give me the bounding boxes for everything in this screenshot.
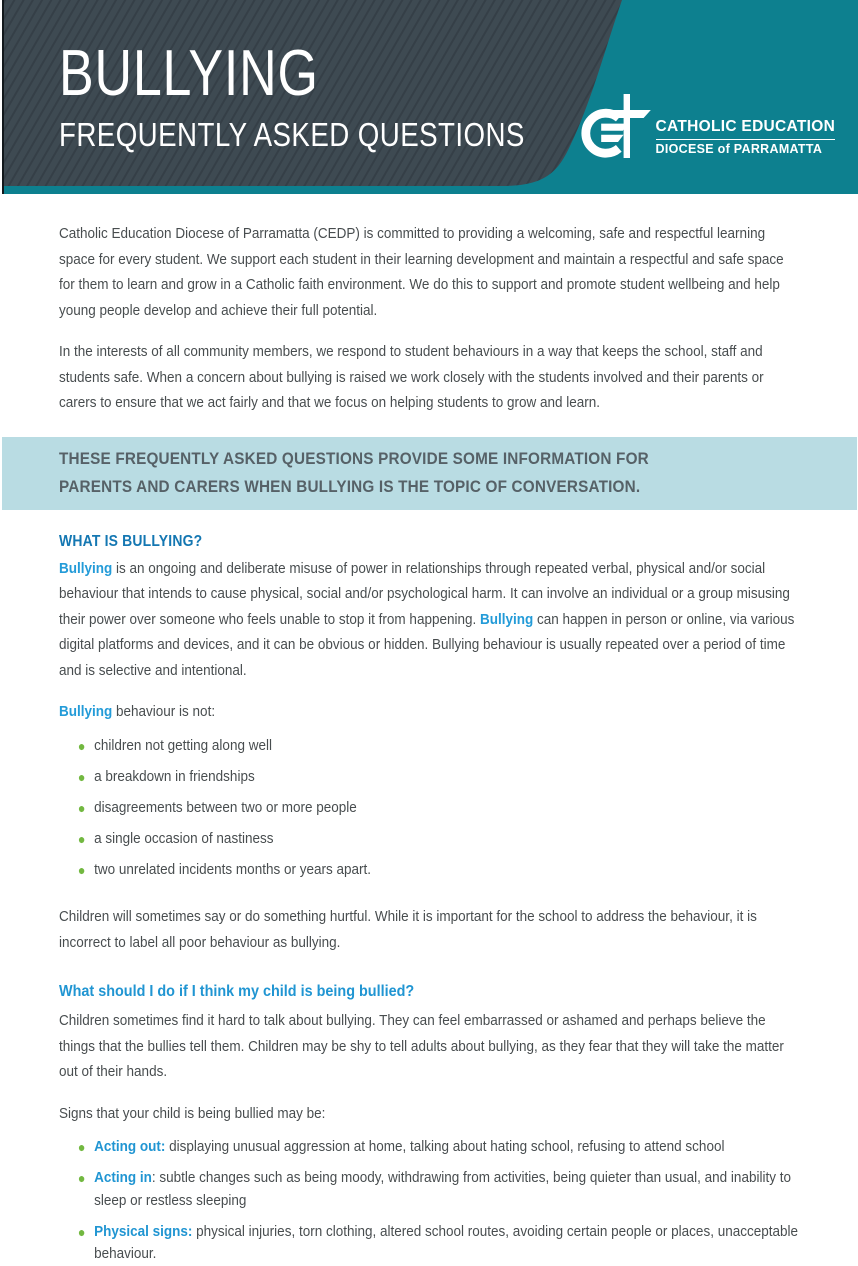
not-bullying-list	[59, 735, 799, 882]
list-item: ● a single occasion of nastiness	[59, 828, 799, 851]
logo-org-name: CATHOLIC EDUCATION	[656, 118, 836, 140]
header-title-block	[59, 40, 614, 151]
not-bullying-lead: Bullying behaviour is not:	[59, 699, 799, 725]
bullying-term: Bullying	[59, 703, 112, 720]
list-item: ● Acting out: displaying unusual aggression at home, talking about hating school, refusing to attend school	[59, 1136, 799, 1159]
faq-banner-text: THESE FREQUENTLY ASKED QUESTIONS PROVIDE SOME INFORMATION FOR PARENTS AND CARERS WHEN BULLYING IS THE TOPIC OF CONVERSATION.	[59, 445, 707, 501]
bullet-icon: ●	[77, 766, 93, 789]
page-header	[2, 0, 857, 194]
bullet-icon: ●	[77, 828, 93, 851]
document-subtitle: FREQUENTLY ASKED QUESTIONS	[59, 118, 525, 151]
bullet-icon: ●	[77, 1221, 93, 1266]
bullet-icon: ●	[77, 1167, 93, 1212]
bullet-icon: ●	[77, 859, 93, 882]
faq-banner	[2, 437, 857, 510]
intro-section	[2, 194, 857, 416]
document-title: BULLYING	[59, 40, 503, 105]
list-item: ● disagreements between two or more people	[59, 797, 799, 820]
list-item: ● two unrelated incidents months or years apart.	[59, 859, 799, 882]
cedp-logo-mark-icon	[577, 94, 651, 158]
sign-label: Acting out:	[94, 1138, 165, 1155]
document-page	[2, 0, 857, 1200]
section-what-is-bullying	[2, 533, 857, 956]
logo-diocese: DIOCESE of PARRAMATTA	[656, 140, 836, 156]
section-heading-what-is-bullying: WHAT IS BULLYING?	[59, 533, 799, 551]
what-is-bullying-paragraph: Bullying is an ongoing and deliberate misuse of power in relationships through repeated verbal, physical and/or social behaviour that intends to cause physical, social and/or psychological harm. It can involve an individual or a group misusing their power over someone who feels unable to stop it from happening. Bullying can happen in person or online, via various digital platforms and devices, and it can be obvious or hidden. Bullying behaviour is usually repeated over a period of time and is selective and intentional.	[59, 556, 799, 684]
bullet-icon: ●	[77, 735, 93, 758]
hurtful-note-paragraph: Children will sometimes say or do something hurtful. While it is important for the school to address the behaviour, it is incorrect to label all poor behaviour as bullying.	[59, 904, 799, 955]
intro-paragraph-2: In the interests of all community members, we respond to student behaviours in a way that keeps the school, staff and students safe. When a concern about bullying is raised we work closely with the students involved and their parents or carers to ensure that we act fairly and that we focus on helping students to grow and learn.	[59, 339, 799, 416]
list-item: ● children not getting along well	[59, 735, 799, 758]
logo-text	[656, 118, 836, 158]
intro-paragraph-1: Catholic Education Diocese of Parramatta (CEDP) is committed to providing a welcoming, safe and respectful learning space for every student. We support each student in their learning development and maintain a respectful and safe space for them to learn and grow in a Catholic faith environment. We do this to support and promote student wellbeing and help young people develop and achieve their full potential.	[59, 221, 799, 323]
list-item: ● Physical signs: physical injuries, torn clothing, altered school routes, avoiding certain people or places, unacceptable behaviour.	[59, 1221, 799, 1266]
sign-label: Physical signs:	[94, 1223, 192, 1240]
bullet-icon: ●	[77, 797, 93, 820]
bullet-icon: ●	[77, 1136, 93, 1159]
section-child-being-bullied	[2, 983, 857, 1266]
signs-lead: Signs that your child is being bullied may be:	[59, 1101, 799, 1127]
bullying-term: Bullying	[59, 560, 112, 577]
sign-label: Acting in	[94, 1169, 152, 1186]
list-item: ● a breakdown in friendships	[59, 766, 799, 789]
signs-list	[59, 1136, 799, 1266]
section-heading-child-being-bullied: What should I do if I think my child is being bullied?	[59, 983, 799, 1001]
child-bullied-paragraph: Children sometimes find it hard to talk about bullying. They can feel embarrassed or ashamed and perhaps believe the things that the bullies tell them. Children may be shy to tell adults about bullying, as they fear that they will take the matter out of their hands.	[59, 1008, 799, 1085]
bullying-term: Bullying	[480, 611, 533, 628]
list-item: ● Acting in: subtle changes such as being moody, withdrawing from activities, being quieter than usual, and inability to sleep or restless sleeping	[59, 1167, 799, 1212]
cedp-logo	[577, 94, 836, 158]
